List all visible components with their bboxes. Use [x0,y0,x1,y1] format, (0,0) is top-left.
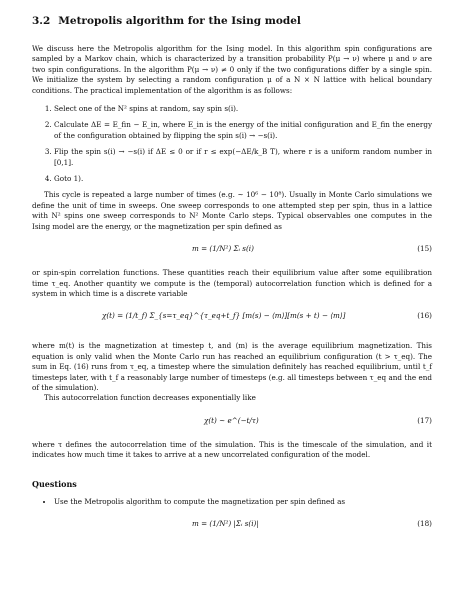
equation-15-body: m = (1/N²) Σᵢ s(i) [192,244,254,254]
step-4: 4. Goto 1). [54,174,432,184]
section-heading [32,14,432,28]
equation-17 [32,410,432,434]
algorithm-steps [32,104,432,184]
section-title: Metropolis algorithm for the Ising model [58,15,301,27]
paper-page [32,14,432,543]
step-1: 1. Select one of the N² spins at random, say spin s(i). [54,104,432,114]
decay-paragraph: This autocorrelation function decreases exponentially like [44,393,256,403]
equation-16-body: χ(t) = (1/t_f) Σ_{s=τ_eq}^{τ_eq+t_f} [m(s) − ⟨m⟩][m(s + t) − ⟨m⟩] [102,311,346,321]
equation-16 [32,305,432,335]
equation-17-body: χ(t) ~ e^(−t/τ) [204,415,259,425]
intro-paragraph: We discuss here the Metropolis algorithm for the Ising model. In this algorithm spin configurations are sampled by a Markov chain, which is characterized by a transition probability P(μ → ν) where μ and ν are two spin configurations. In the algorithm P(μ → ν) ≠ 0 only if the two configurations differ by a single spin. We initialize the system by selecting a random configuration μ of a N × N lattice with helical boundary conditions. The practical implementation of the algorithm is as follows: [32,44,432,95]
equation-18-number: (18) [417,519,432,529]
equation-16-number: (16) [417,311,432,321]
equation-15 [32,238,432,262]
equation-18 [32,513,432,537]
question-item: • Use the Metropolis algorithm to compute the magnetization per spin defined as [54,497,432,507]
equation-15-number: (15) [417,244,432,254]
cycle-paragraph: This cycle is repeated a large number of times (e.g. ~ 10⁶ − 10⁸). Usually in Monte Carlo simulations we define the unit of time in sweeps. One sweep corresponds to one attempted step per spin, thus in a lattice with N² spins one sweep corresponds to N² Monte Carlo steps. Typical observables one computes in the Ising model are the energy, or the magnetization per spin defined as [32,190,432,231]
correlation-paragraph: or spin-spin correlation functions. These quantities reach their equilibrium value after some equilibration time τ_eq. Another quantity we compute is the (temporal) autocorrelation function which is defined for a system in which time is a discrete variable [32,268,432,298]
magnetization-paragraph: where m(t) is the magnetization at timestep t, and ⟨m⟩ is the average equilibrium magnetization. This equation is only valid when the Monte Carlo run has reached an equilibrium configuration (t > τ_eq). The sum in Eq. (16) runs from τ_eq, a timestep where the simulation definitely has reached equilibrium, until t_f timesteps later, with t_f a reasonably large number of timesteps (e.g. all timesteps between τ_eq and the end of the simulation). [32,341,432,392]
step-2: 2. Calculate ΔE = E_fin − E_in, where E_in is the energy of the initial configuration and E_fin the energy of the configuration obtained by flipping the spin s(i) → −s(i). [54,120,432,141]
step-3: 3. Flip the spin s(i) → −s(i) if ΔE ≤ 0 or if r ≤ exp(−ΔE/k_B T), where r is a uniform random number in [0,1]. [54,147,432,168]
section-number: 3.2 [32,15,51,27]
questions-list [32,497,432,507]
equation-18-body: m = (1/N²) |Σᵢ s(i)| [192,519,259,529]
equation-17-number: (17) [417,415,432,425]
questions-heading: Questions [32,478,77,489]
tau-paragraph: where τ defines the autocorrelation time of the simulation. This is the timescale of the simulation, and it indicates how much time it takes to arrive at a new uncorrelated configuration of the model. [32,439,432,460]
